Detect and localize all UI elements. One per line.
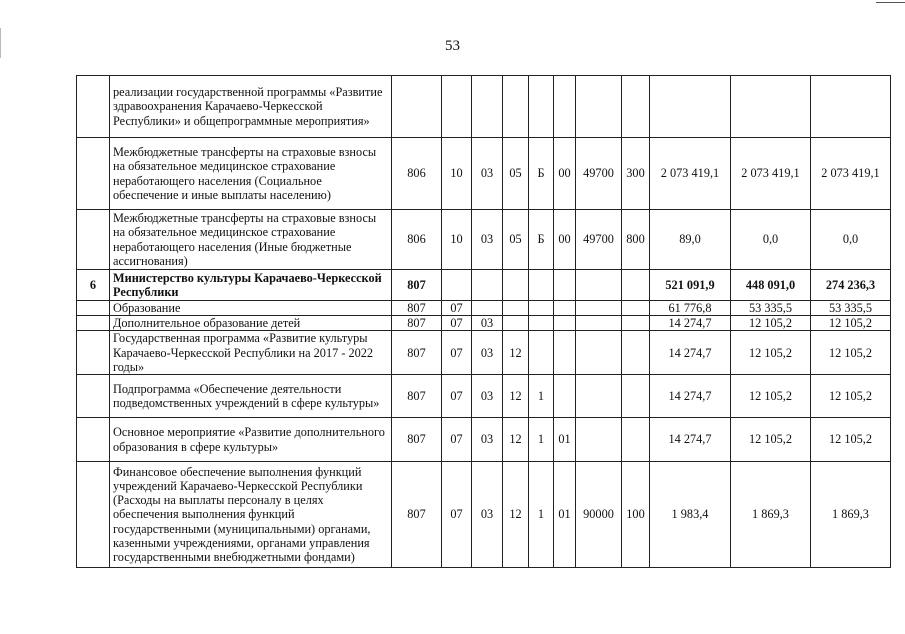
code-ved — [392, 76, 442, 138]
code-cs2 — [529, 331, 554, 375]
code-rz: 07 — [442, 418, 472, 462]
code-cs3 — [554, 331, 576, 375]
amount-year2: 12 105,2 — [731, 331, 811, 375]
code-cs1: 05 — [503, 210, 529, 270]
code-cs4: 49700 — [576, 138, 622, 210]
amount-year3: 12 105,2 — [811, 316, 891, 331]
row-number — [77, 331, 110, 375]
code-cs3: 00 — [554, 138, 576, 210]
amount-year1: 14 274,7 — [650, 375, 731, 418]
code-ved: 806 — [392, 210, 442, 270]
code-cs2 — [529, 270, 554, 301]
code-cs1 — [503, 76, 529, 138]
amount-year1: 1 983,4 — [650, 462, 731, 568]
amount-year2: 1 869,3 — [731, 462, 811, 568]
row-number — [77, 76, 110, 138]
code-rz: 07 — [442, 316, 472, 331]
code-rz: 10 — [442, 210, 472, 270]
row-number — [77, 210, 110, 270]
code-cs4: 49700 — [576, 210, 622, 270]
code-cs3 — [554, 76, 576, 138]
edge-line — [876, 2, 905, 3]
code-cs3 — [554, 301, 576, 316]
code-rz: 07 — [442, 375, 472, 418]
amount-year2 — [731, 76, 811, 138]
code-vr — [622, 418, 650, 462]
code-cs3 — [554, 316, 576, 331]
code-ved: 807 — [392, 418, 442, 462]
code-vr: 100 — [622, 462, 650, 568]
code-vr — [622, 301, 650, 316]
amount-year3 — [811, 76, 891, 138]
amount-year2: 53 335,5 — [731, 301, 811, 316]
row-number: 6 — [77, 270, 110, 301]
code-cs1: 12 — [503, 418, 529, 462]
code-cs3: 00 — [554, 210, 576, 270]
code-cs4 — [576, 331, 622, 375]
code-pr: 03 — [472, 418, 503, 462]
code-vr: 800 — [622, 210, 650, 270]
table-row — [77, 270, 891, 301]
amount-year3: 2 073 419,1 — [811, 138, 891, 210]
code-cs4 — [576, 270, 622, 301]
row-number — [77, 462, 110, 568]
code-pr — [472, 270, 503, 301]
code-cs1 — [503, 270, 529, 301]
code-vr: 300 — [622, 138, 650, 210]
amount-year2: 12 105,2 — [731, 418, 811, 462]
table-row — [77, 375, 891, 418]
amount-year1 — [650, 76, 731, 138]
amount-year3: 1 869,3 — [811, 462, 891, 568]
amount-year2: 12 105,2 — [731, 316, 811, 331]
amount-year1: 14 274,7 — [650, 316, 731, 331]
amount-year1: 14 274,7 — [650, 418, 731, 462]
code-cs2 — [529, 301, 554, 316]
code-rz: 07 — [442, 331, 472, 375]
amount-year1: 2 073 419,1 — [650, 138, 731, 210]
code-pr: 03 — [472, 316, 503, 331]
table-row — [77, 138, 891, 210]
code-ved: 807 — [392, 462, 442, 568]
code-ved: 807 — [392, 301, 442, 316]
code-vr — [622, 76, 650, 138]
row-number — [77, 418, 110, 462]
code-cs3: 01 — [554, 462, 576, 568]
row-number — [77, 375, 110, 418]
amount-year3: 12 105,2 — [811, 375, 891, 418]
code-cs1: 12 — [503, 331, 529, 375]
code-pr: 03 — [472, 210, 503, 270]
code-cs2: Б — [529, 210, 554, 270]
amount-year3: 0,0 — [811, 210, 891, 270]
row-name: Межбюджетные трансферты на страховые взносы на обязательное медицинское страхование неработающего населения (Иные бюджетные ассигнования) — [110, 210, 392, 270]
code-cs3 — [554, 270, 576, 301]
code-cs3: 01 — [554, 418, 576, 462]
code-pr: 03 — [472, 138, 503, 210]
row-name: Подпрограмма «Обеспечение деятельности подведомственных учреждений в сфере культуры» — [110, 375, 392, 418]
code-rz — [442, 270, 472, 301]
code-vr — [622, 331, 650, 375]
code-vr — [622, 375, 650, 418]
amount-year2: 448 091,0 — [731, 270, 811, 301]
code-ved: 806 — [392, 138, 442, 210]
code-rz: 10 — [442, 138, 472, 210]
row-number — [77, 316, 110, 331]
code-rz: 07 — [442, 301, 472, 316]
budget-table — [76, 75, 891, 568]
code-vr — [622, 270, 650, 301]
code-cs1 — [503, 316, 529, 331]
amount-year2: 12 105,2 — [731, 375, 811, 418]
code-cs1 — [503, 301, 529, 316]
amount-year3: 274 236,3 — [811, 270, 891, 301]
table-row — [77, 210, 891, 270]
code-pr — [472, 301, 503, 316]
row-name: реализации государственной программы «Развитие здравоохранения Карачаево-Черкесской Республики» и общепрограммные мероприятия» — [110, 76, 392, 138]
code-cs1: 12 — [503, 375, 529, 418]
code-pr: 03 — [472, 462, 503, 568]
code-cs1: 05 — [503, 138, 529, 210]
table-row — [77, 316, 891, 331]
row-name: Государственная программа «Развитие культуры Карачаево-Черкесской Республики на 2017 - 2022 годы» — [110, 331, 392, 375]
code-cs2: 1 — [529, 375, 554, 418]
code-ved: 807 — [392, 270, 442, 301]
code-cs4 — [576, 316, 622, 331]
table-row — [77, 418, 891, 462]
row-number — [77, 138, 110, 210]
table-row — [77, 331, 891, 375]
amount-year1: 14 274,7 — [650, 331, 731, 375]
code-cs4 — [576, 76, 622, 138]
code-cs2 — [529, 316, 554, 331]
code-pr: 03 — [472, 331, 503, 375]
code-ved: 807 — [392, 316, 442, 331]
code-pr: 03 — [472, 375, 503, 418]
amount-year3: 12 105,2 — [811, 331, 891, 375]
amount-year1: 521 091,9 — [650, 270, 731, 301]
code-cs4 — [576, 301, 622, 316]
amount-year2: 2 073 419,1 — [731, 138, 811, 210]
row-name: Дополнительное образование детей — [110, 316, 392, 331]
code-pr — [472, 76, 503, 138]
amount-year1: 89,0 — [650, 210, 731, 270]
code-ved: 807 — [392, 375, 442, 418]
table-row — [77, 76, 891, 138]
code-cs2: Б — [529, 138, 554, 210]
row-name: Образование — [110, 301, 392, 316]
row-number — [77, 301, 110, 316]
code-cs4 — [576, 375, 622, 418]
amount-year1: 61 776,8 — [650, 301, 731, 316]
code-cs2: 1 — [529, 462, 554, 568]
row-name: Министерство культуры Карачаево-Черкесской Республики — [110, 270, 392, 301]
amount-year3: 12 105,2 — [811, 418, 891, 462]
row-name: Межбюджетные трансферты на страховые взносы на обязательное медицинское страхование неработающего населения (Социальное обеспечение и иные выплаты населению) — [110, 138, 392, 210]
code-cs4: 90000 — [576, 462, 622, 568]
amount-year3: 53 335,5 — [811, 301, 891, 316]
code-vr — [622, 316, 650, 331]
code-cs2: 1 — [529, 418, 554, 462]
table-row — [77, 301, 891, 316]
code-cs4 — [576, 418, 622, 462]
code-rz — [442, 76, 472, 138]
code-cs2 — [529, 76, 554, 138]
row-name: Основное мероприятие «Развитие дополнительного образования в сфере культуры» — [110, 418, 392, 462]
code-cs1: 12 — [503, 462, 529, 568]
code-ved: 807 — [392, 331, 442, 375]
code-cs3 — [554, 375, 576, 418]
table-row — [77, 462, 891, 568]
amount-year2: 0,0 — [731, 210, 811, 270]
row-name: Финансовое обеспечение выполнения функций учреждений Карачаево-Черкесской Республики (Расходы на выплаты персоналу в целях обеспечения выполнения функций государственными (муниципальными) органами, казенными учреждениями, органами управления государственными внебюджетными фондами) — [110, 462, 392, 568]
page-number: 53 — [445, 38, 460, 54]
code-rz: 07 — [442, 462, 472, 568]
